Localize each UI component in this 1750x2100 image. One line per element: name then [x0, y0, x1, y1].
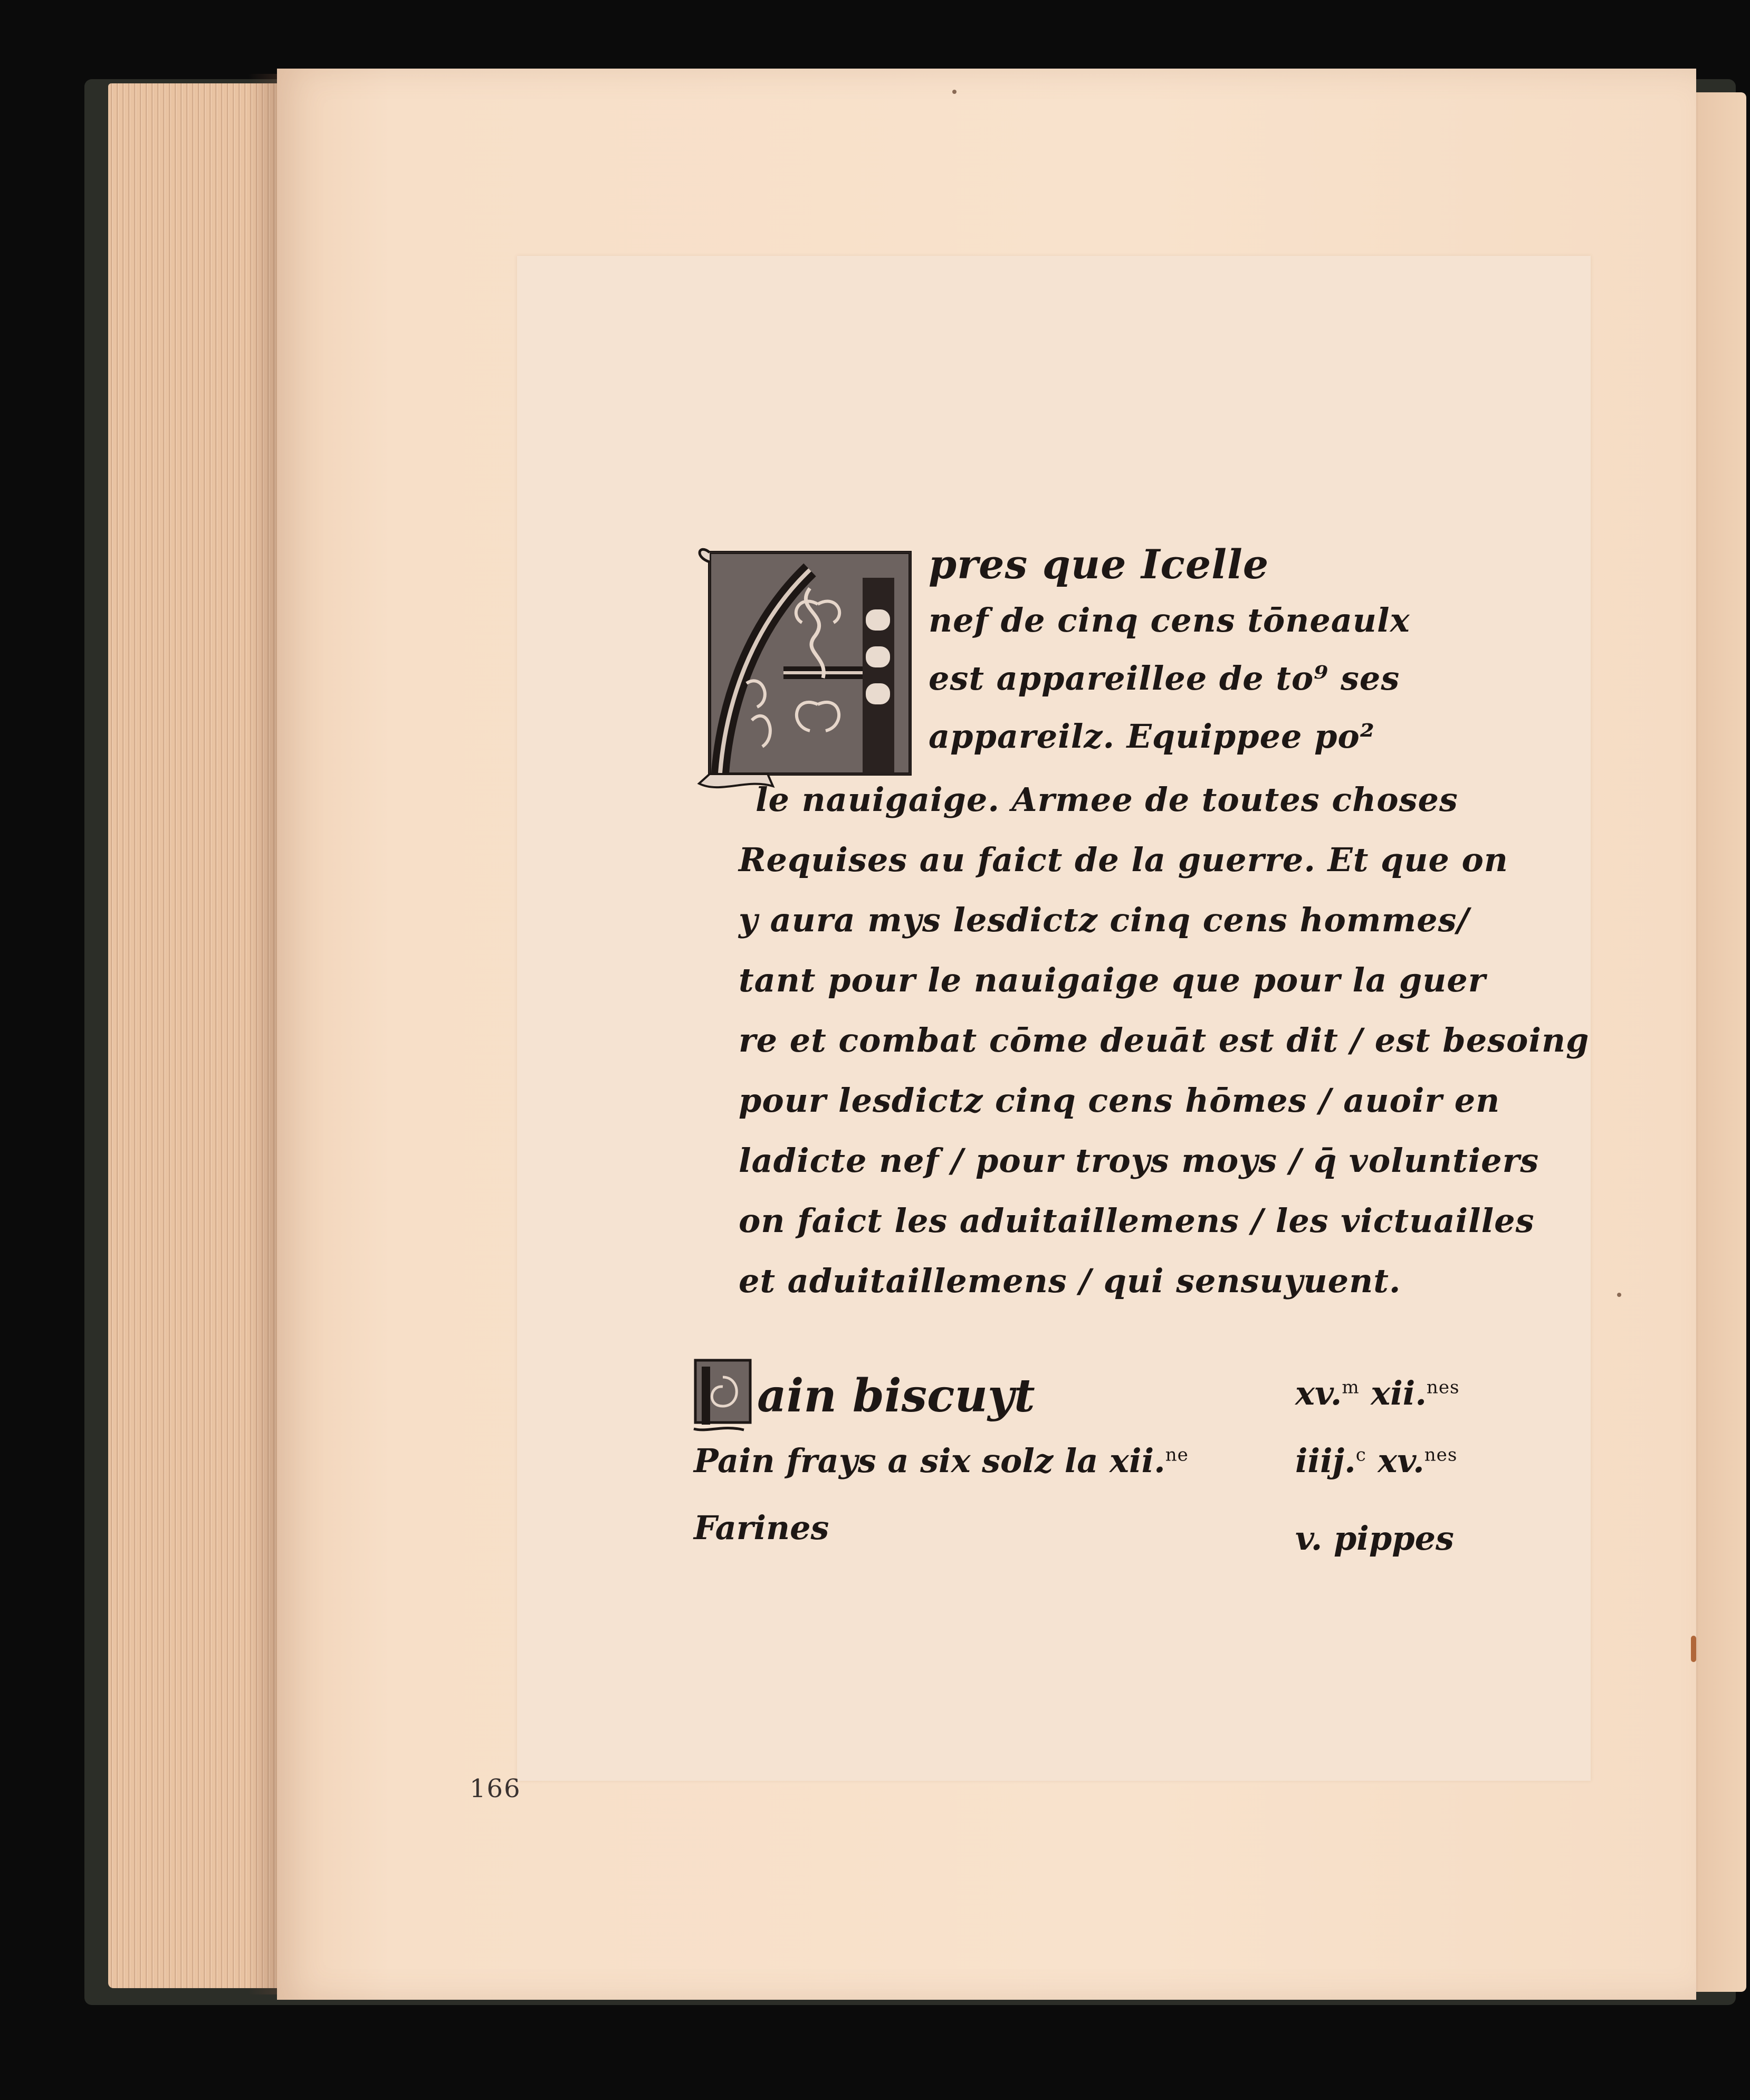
provision-item-quantity: [1295, 1374, 1460, 1412]
manuscript-text: [517, 256, 1591, 1781]
provision-item-label: [694, 1442, 1189, 1480]
label-superscript: ne: [1165, 1444, 1189, 1466]
quantity-superscript: m: [1342, 1377, 1360, 1398]
quantity-value: xii.: [1371, 1374, 1427, 1412]
quantity-value: xv.: [1295, 1374, 1342, 1412]
provision-item-quantity: v. pippes: [1295, 1519, 1454, 1558]
paper-speck: [1617, 1293, 1621, 1297]
illuminated-initial-p-icon: [691, 1356, 754, 1433]
manuscript-line: pres que Icelle: [929, 541, 1269, 588]
page-number: 166: [470, 1774, 521, 1803]
manuscript-line: et aduitaillemens / qui sensuyuent.: [739, 1262, 1401, 1300]
manuscript-line: ladicte nef / pour troys moys / q̄ voluntiers: [739, 1141, 1539, 1180]
paper-mark: [1691, 1636, 1696, 1662]
manuscript-line: Requises au faict de la guerre. Et que on: [739, 841, 1508, 879]
manuscript-line: re et combat cōme deuāt est dit / est besoing: [739, 1021, 1590, 1059]
book-page: [277, 69, 1696, 2000]
provision-item-label: Farines: [694, 1509, 829, 1547]
quantity-value: iiij.: [1295, 1442, 1356, 1480]
quantity-superscript: nes: [1424, 1444, 1458, 1466]
manuscript-line: pour lesdictz cinq cens hōmes / auoir en: [739, 1081, 1500, 1120]
quantity-superscript: nes: [1426, 1377, 1460, 1398]
manuscript-line: le nauigaige. Armee de toutes choses: [756, 780, 1458, 819]
manuscript-line: y aura mys lesdictz cinq cens hommes/: [739, 901, 1470, 939]
manuscript-line: tant pour le nauigaige que pour la guer: [739, 961, 1486, 999]
quantity-value: xv.: [1378, 1442, 1424, 1480]
paper-speck: [952, 90, 957, 94]
provision-item-quantity: [1295, 1442, 1458, 1480]
manuscript-line: on faict les aduitaillemens / les victuailles: [739, 1201, 1535, 1240]
manuscript-line: nef de cinq cens tōneaulx: [929, 601, 1410, 639]
quantity-superscript: c: [1355, 1444, 1366, 1466]
manuscript-line: appareilz. Equippee po²: [929, 717, 1375, 756]
illuminated-initial-a-icon: [688, 546, 921, 794]
manuscript-line: est appareillee de to⁹ ses: [929, 659, 1400, 698]
provision-item-label: ain biscuyt: [757, 1369, 1035, 1423]
provision-item-text: Pain frays a six solz la xii.: [694, 1442, 1165, 1480]
manuscript-plate: [517, 256, 1591, 1781]
